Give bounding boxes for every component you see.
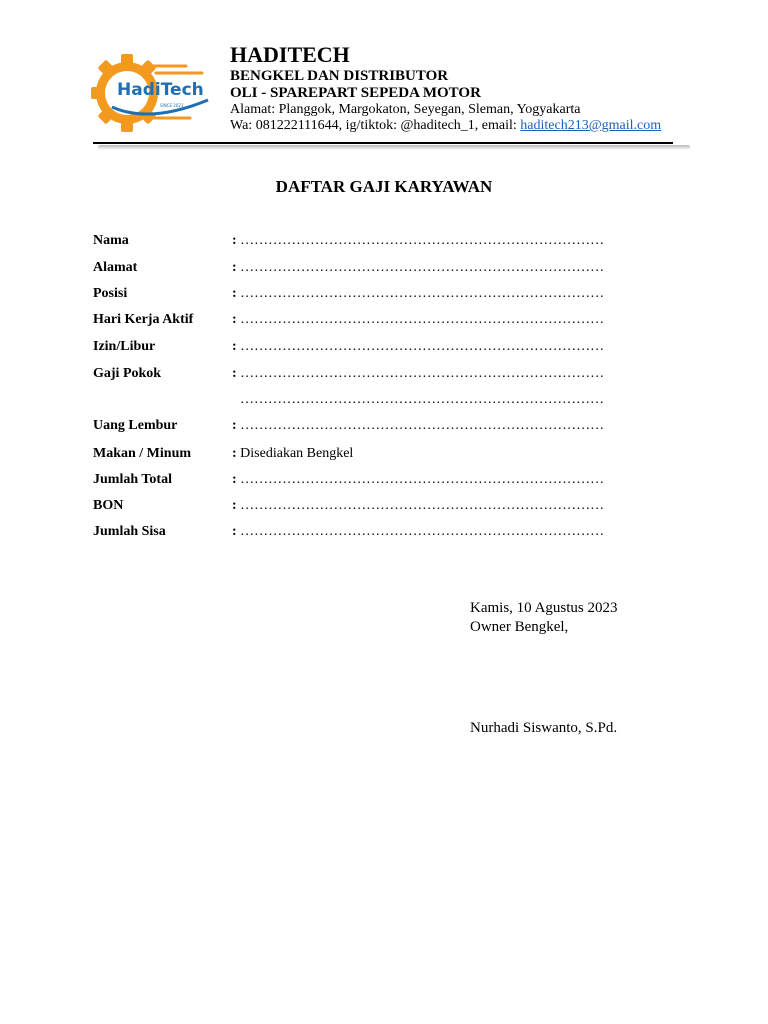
field-colon: :: [232, 339, 237, 354]
field-value: [232, 445, 353, 463]
logo-text: HadiTech: [117, 80, 204, 100]
field-label: Posisi: [93, 286, 128, 301]
company-name: HADITECH: [230, 42, 350, 67]
field-colon: :: [232, 446, 237, 461]
field-value: [232, 471, 604, 489]
field-colon: :: [232, 260, 237, 275]
field-value: [232, 338, 604, 356]
document-title: DAFTAR GAJI KARYAWAN: [275, 177, 493, 196]
field-colon: :: [232, 498, 237, 513]
company-address: Alamat: Planggok, Margokaton, Seyegan, Sleman, Yogyakarta: [230, 102, 581, 117]
field-value-text: ……………………………………………………………………: [236, 260, 605, 275]
field-label: Uang Lembur: [93, 418, 178, 433]
gaji-pokok-extra-line: ……………………………………………………………………: [240, 392, 604, 407]
field-value-text: ……………………………………………………………………: [236, 418, 605, 433]
company-subtitle-1: BENGKEL DAN DISTRIBUTOR: [230, 68, 449, 84]
field-colon: :: [232, 233, 237, 248]
field-value: [232, 365, 604, 383]
field-value-text: ……………………………………………………………………: [236, 472, 605, 487]
field-value-text: ……………………………………………………………………: [236, 286, 605, 301]
signature-name: Nurhadi Siswanto, S.Pd.: [470, 720, 618, 736]
company-subtitle-2: OLI - SPAREPART SEPEDA MOTOR: [230, 85, 481, 101]
field-value-text: ……………………………………………………………………: [236, 524, 605, 539]
field-value-text: ……………………………………………………………………: [236, 366, 605, 381]
field-value: [232, 311, 604, 329]
header-divider-shadow: [98, 145, 690, 150]
field-value: [232, 497, 604, 515]
field-colon: :: [232, 366, 237, 381]
field-label: Makan / Minum: [93, 446, 192, 461]
field-value: [232, 285, 604, 303]
haditech-logo: [90, 52, 218, 134]
field-label: Jumlah Sisa: [93, 524, 166, 539]
field-label: Gaji Pokok: [93, 366, 162, 381]
field-colon: :: [232, 472, 237, 487]
field-label: Hari Kerja Aktif: [93, 312, 194, 327]
signature-date: Kamis, 10 Agustus 2023: [470, 600, 618, 616]
field-value-text: ……………………………………………………………………: [236, 498, 605, 513]
field-label: Nama: [93, 233, 129, 248]
field-value-text: ……………………………………………………………………: [236, 233, 605, 248]
field-label: BON: [93, 498, 124, 513]
field-value: [232, 259, 604, 277]
email-link[interactable]: haditech213@gmail.com: [520, 118, 662, 133]
field-colon: :: [232, 312, 237, 327]
field-value: [232, 232, 604, 250]
logo-tagline: SINCE 2021: [160, 103, 184, 108]
field-colon: :: [232, 286, 237, 301]
field-value-text: Disediakan Bengkel: [236, 446, 354, 461]
signature-role: Owner Bengkel,: [470, 619, 569, 635]
field-colon: :: [232, 524, 237, 539]
field-label: Alamat: [93, 260, 138, 275]
contact-text: Wa: 081222111644, ig/tiktok: @haditech_1, email:: [230, 118, 521, 133]
field-value: [232, 523, 604, 541]
field-label: Izin/Libur: [93, 339, 156, 354]
field-colon: :: [232, 418, 237, 433]
header-divider: [93, 142, 673, 144]
company-contact: [230, 118, 661, 134]
field-value-text: ……………………………………………………………………: [236, 339, 605, 354]
field-value-text: ……………………………………………………………………: [236, 312, 605, 327]
field-label: Jumlah Total: [93, 472, 172, 487]
field-value: [232, 417, 604, 435]
